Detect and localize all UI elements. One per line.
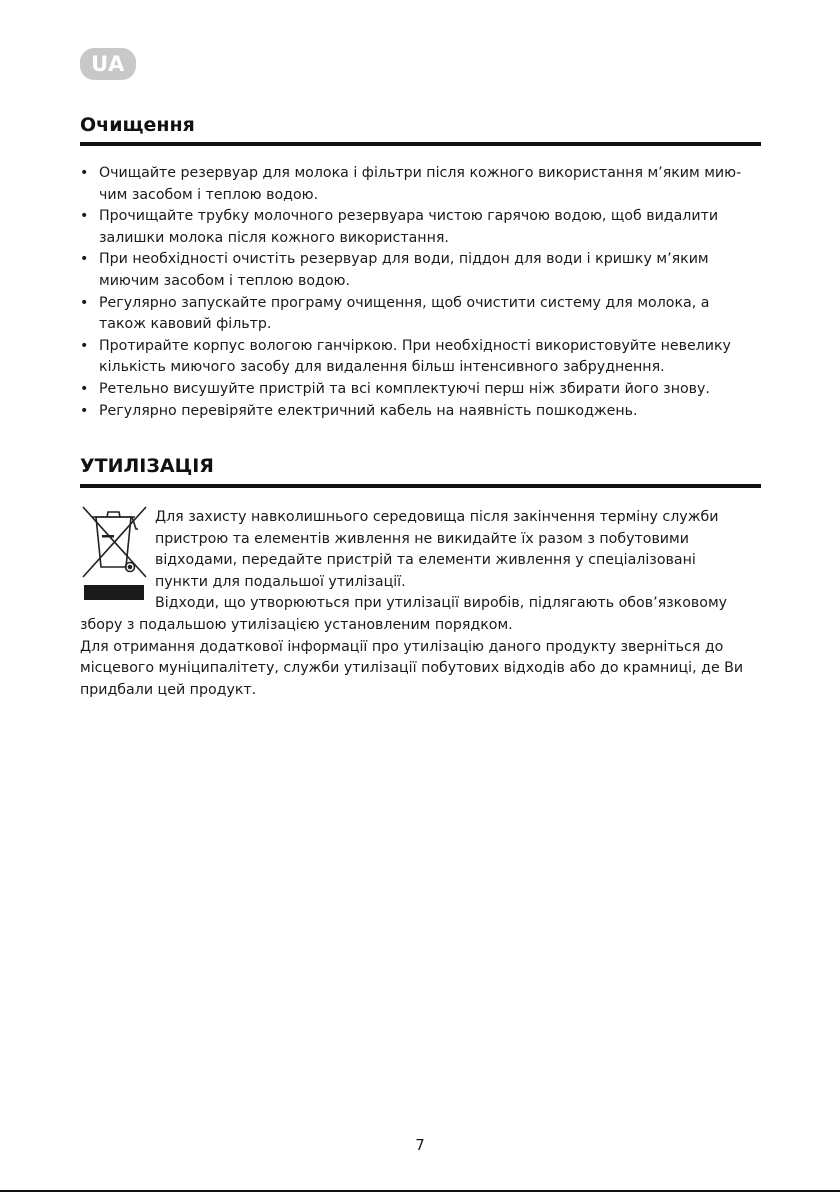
bullet-icon: •	[80, 251, 89, 268]
list-item: • Регулярно запускайте програму очищення, щоб очистити систему для молока, а також кавовий фільтр.	[80, 294, 710, 333]
disposal-heading: УТИЛІЗАЦІЯ	[80, 455, 214, 477]
cleaning-list	[80, 163, 770, 422]
disposal-text: Для захисту навколишнього середовища після закінчення терміну служби пристрою та елементів живлення не викидайте їх разом з побутовими відходами, передайте пристрій та елементи живлення у спеціалізовані пункти для подальшої утилізації. Відходи, що утворюються при утилізації виробів, підлягають обов’язковому збору з подальшою утилізацією установленим порядком. Для отримання додаткової інформації про утилізацію даного продукту зверніться до місцевого муніципалітету, служби утилізації побутових відходів або до крамниці, де Ви придбали цей продукт.	[80, 509, 744, 698]
cleaning-rule	[80, 142, 761, 146]
cleaning-heading: Очищення	[80, 114, 195, 136]
disposal-rule	[80, 484, 761, 488]
bullet-icon: •	[80, 208, 89, 225]
list-item: • Прочищайте трубку молочного резервуара чистою гарячою водою, щоб видалити залишки молока після кожного використання.	[80, 208, 719, 246]
bullet-icon: •	[80, 402, 89, 419]
bullet-icon: •	[80, 380, 89, 397]
list-item: • При необхідності очистіть резервуар для води, піддон для води і кришку м’яким миючим засобом і теплою водою.	[80, 251, 709, 289]
language-badge: UA	[80, 48, 136, 80]
page-number: 7	[415, 1136, 425, 1154]
list-item: • Протирайте корпус вологою ганчіркою. При необхідності використовуйте невелику кількість миючого засобу для видалення більш інтенсивного забруднення.	[80, 337, 731, 376]
list-item: • Ретельно висушуйте пристрій та всі комплектуючі перш ніж збирати його знову.	[80, 379, 770, 401]
bullet-icon: •	[80, 165, 89, 181]
bullet-icon: •	[80, 294, 89, 311]
bullet-icon: •	[80, 337, 89, 354]
list-item: • Регулярно перевіряйте електричний кабель на наявність пошкоджень.	[80, 401, 770, 423]
list-item: • Очищайте резервуар для молока і фільтри після кожного використання м’яким мию- чим засобом і теплою водою.	[80, 165, 742, 203]
